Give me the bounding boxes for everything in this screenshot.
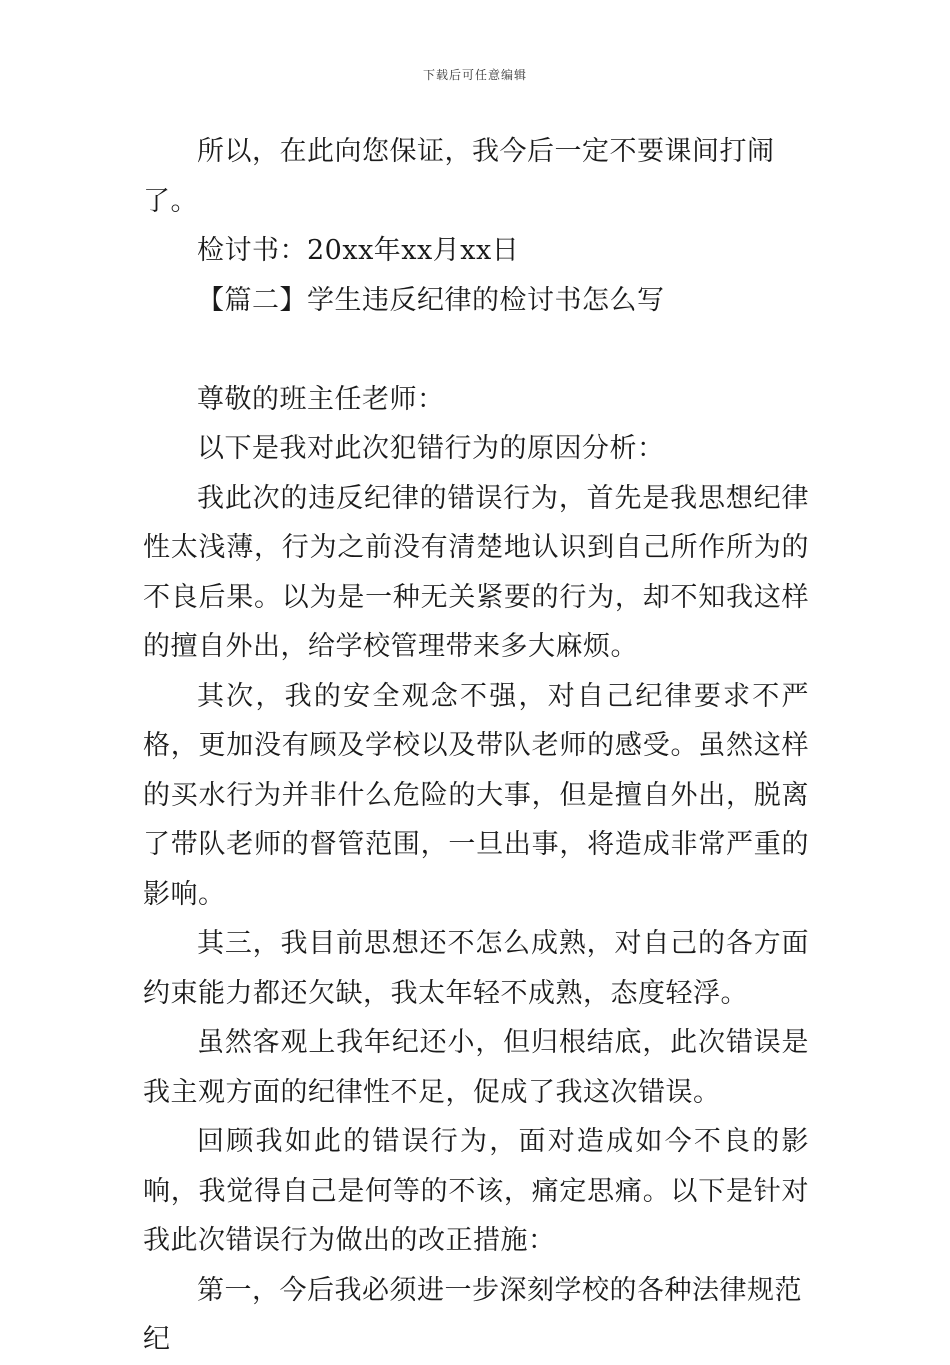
paragraph-guarantee: 所以，在此向您保证，我今后一定不要课间打闹了。 xyxy=(143,136,775,217)
section-heading: 【篇二】学生违反纪律的检讨书怎么写 xyxy=(197,284,665,316)
page-header-note: 下载后可任意编辑 xyxy=(422,68,527,82)
paragraph-measure-1: 第一，今后我必须进一步深刻学校的各种法律规范纪 xyxy=(143,1274,802,1355)
paragraph-reflection: 回顾我如此的错误行为，面对造成如今不良的影响，我觉得自己是何等的不该，痛定思痛。以下是针对我此次错误行为做出的改正措施： xyxy=(143,1126,809,1256)
document-body xyxy=(143,127,809,1365)
paragraph-reason-1: 我此次的违反纪律的错误行为，首先是我思想纪律性太浅薄，行为之前没有清楚地认识到自己所作所为的不良后果。以为是一种无关紧要的行为，却不知我这样的擅自外出，给学校管理带来多大麻烦。 xyxy=(143,482,809,662)
blank-line xyxy=(143,325,809,375)
paragraph-date: 检讨书：20xx年xx月xx日 xyxy=(197,235,520,266)
paragraph-intro: 以下是我对此次犯错行为的原因分析： xyxy=(197,433,665,464)
paragraph-reason-2: 其次，我的安全观念不强，对自己纪律要求不严格，更加没有顾及学校以及带队老师的感受。虽然这样的买水行为并非什么危险的大事，但是擅自外出，脱离了带队老师的督管范围，一旦出事，将造成非常严重的影响。 xyxy=(143,680,809,910)
paragraph-reason-3: 其三，我目前思想还不怎么成熟，对自己的各方面约束能力都还欠缺，我太年轻不成熟，态度轻浮。 xyxy=(143,928,809,1009)
paragraph-conclusion: 虽然客观上我年纪还小，但归根结底，此次错误是我主观方面的纪律性不足，促成了我这次错误。 xyxy=(143,1027,809,1108)
salutation: 尊敬的班主任老师： xyxy=(197,383,445,415)
